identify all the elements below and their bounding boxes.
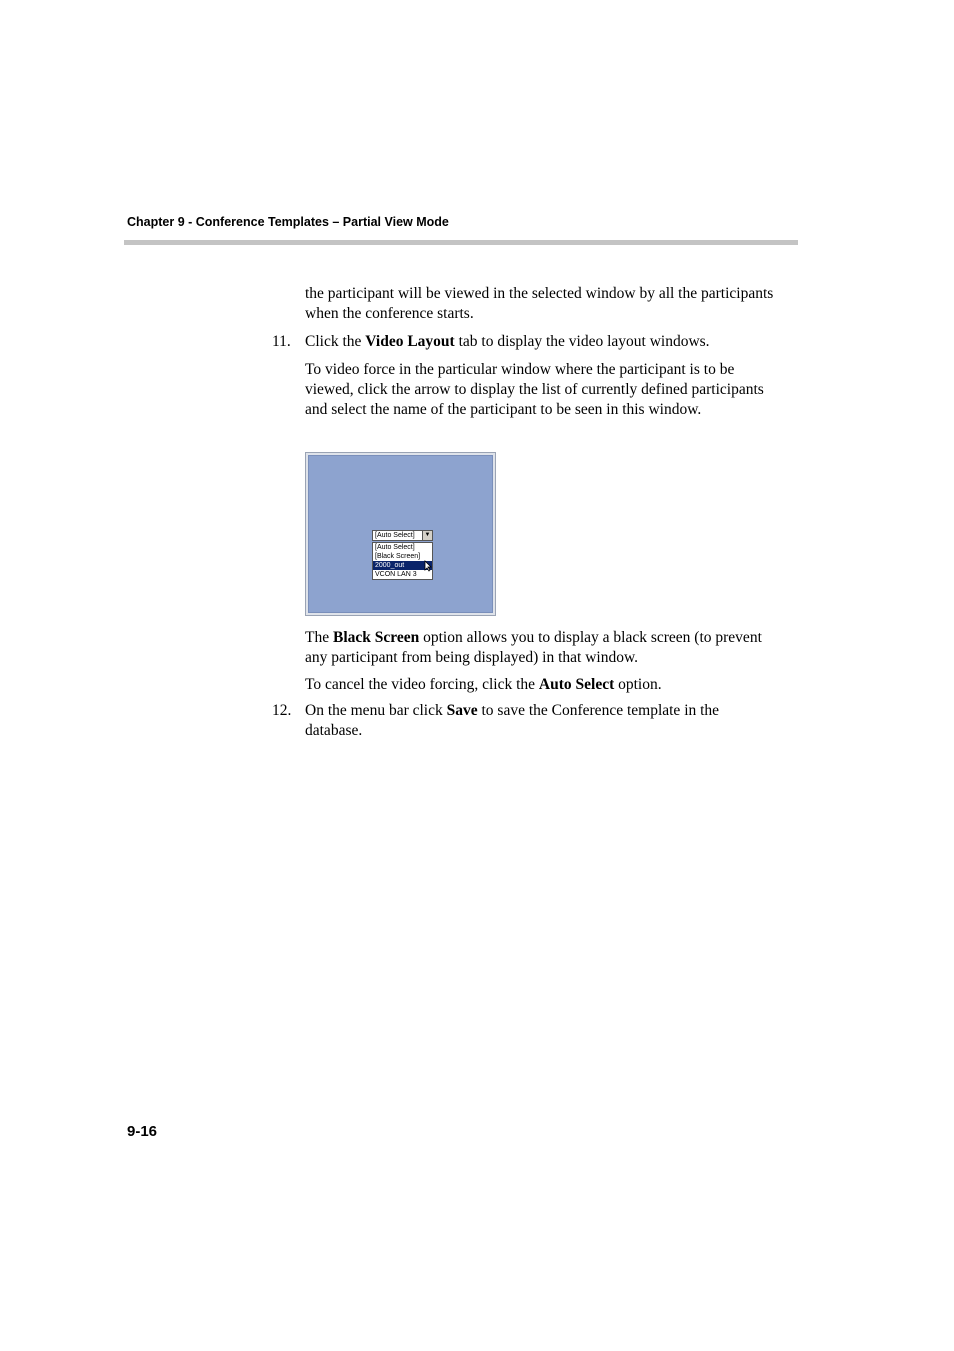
page-number: 9-16 [127, 1123, 158, 1140]
black-screen-pre: The [305, 629, 333, 646]
step-12-text [305, 701, 780, 741]
step-12-number: 12. [272, 702, 292, 719]
step-12-bold: Save [446, 702, 478, 719]
black-screen-paragraph [305, 628, 780, 668]
video-layout-screenshot [305, 452, 496, 616]
black-screen-post: option allows you to display a black screen (to prevent any participant from being displayed) in that window. [305, 629, 762, 666]
black-screen-bold: Black Screen [332, 629, 420, 646]
cancel-bold: Auto Select [538, 676, 615, 693]
layout-window [308, 455, 493, 613]
chevron-down-icon[interactable]: ▼ [422, 531, 432, 540]
step-11-text [305, 332, 780, 352]
cancel-pre: To cancel the video forcing, click the [305, 676, 539, 693]
pointer-cursor-icon [424, 560, 432, 572]
option-black-screen[interactable]: [Black Screen] [375, 553, 421, 560]
chapter-header: Chapter 9 - Conference Templates – Partial View Mode [127, 215, 449, 229]
cancel-post: option. [614, 676, 662, 693]
cancel-paragraph [305, 675, 780, 695]
intro-paragraph: the participant will be viewed in the selected window by all the participants when the conference starts. [305, 285, 774, 322]
step-11-number: 11. [272, 333, 291, 350]
dropdown-selected-value: [Auto Select] [375, 532, 415, 539]
option-auto-select[interactable]: [Auto Select] [375, 544, 415, 551]
step-11-pre: Click the [305, 333, 366, 350]
option-2000-out[interactable]: 2000_out [373, 561, 432, 570]
step-12-post: to save the Conference template in the database. [305, 702, 720, 739]
header-rule [124, 240, 798, 245]
step-11-post: tab to display the video layout windows. [454, 333, 710, 350]
participant-dropdown[interactable] [372, 530, 433, 541]
option-vcon-lan-3[interactable]: VCON LAN 3 [375, 571, 417, 578]
step-12-pre: On the menu bar click [305, 702, 447, 719]
step-11-bold: Video Layout [365, 333, 455, 350]
video-force-paragraph: To video force in the particular window where the participant is to be viewed, click the arrow to display the list of currently defined participants and select the name of the participant to be seen in this window. [305, 361, 764, 418]
